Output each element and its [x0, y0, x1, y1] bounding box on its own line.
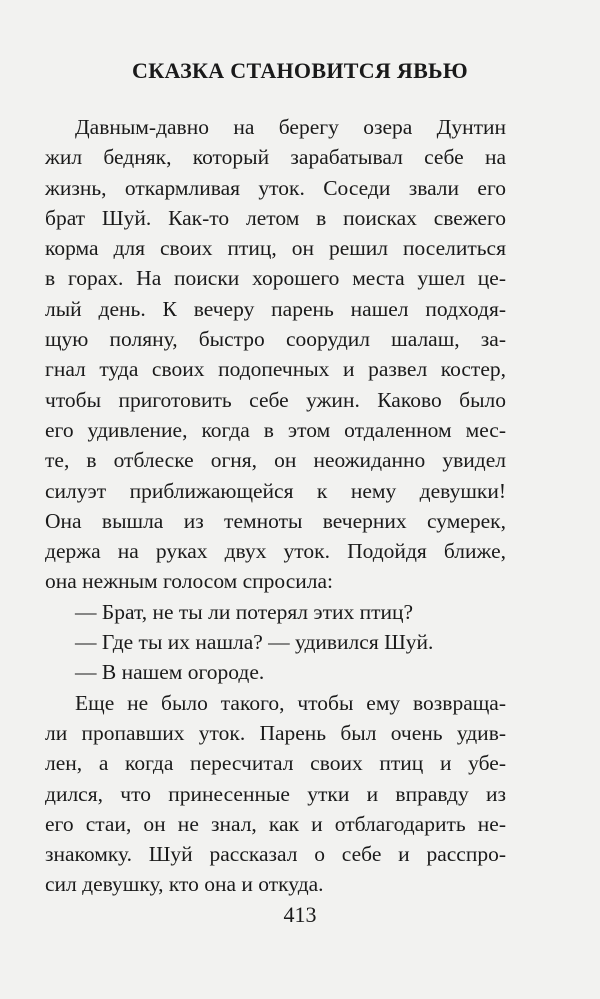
text-line: держа на руках двух уток. Подойдя ближе,: [45, 539, 506, 564]
text-line: жил бедняк, который зарабатывал себе на: [45, 145, 506, 170]
text-line: — Брат, не ты ли потерял этих птиц?: [75, 599, 414, 624]
text-line: знакомку. Шуй рассказал о себе и расспро-: [45, 842, 506, 867]
text-line: жизнь, откармливая уток. Соседи звали его: [45, 175, 506, 200]
text-line: — Где ты их нашла? — удивился Шуй.: [75, 630, 434, 655]
text-line: корма для своих птиц, он решил поселиться: [45, 236, 506, 261]
text-line: Давным-давно на берегу озера Дунтин: [75, 115, 506, 139]
text-line: она нежным голосом спросила:: [45, 569, 334, 594]
text-line: силуэт приближающейся к нему девушки!: [45, 478, 506, 503]
text-line: сил девушку, кто она и откуда.: [45, 872, 324, 897]
text-line: Еще не было такого, чтобы ему возвраща-: [75, 690, 506, 715]
text-line: ли пропавших уток. Парень был очень удив-: [45, 720, 506, 745]
text-line: брат Шуй. Как-то летом в поисках свежего: [45, 205, 506, 230]
text-line: чтобы приготовить себе ужин. Каково было: [45, 387, 506, 412]
text-line: Она вышла из темноты вечерних сумерек,: [45, 508, 506, 533]
text-line: его удивление, когда в этом отдаленном мес-: [45, 417, 506, 442]
page-number: 413: [283, 902, 317, 927]
text-line: его стаи, он не знал, как и отблагодарить не-: [45, 811, 506, 836]
text-line: в горах. На поиски хорошего места ушел це-: [45, 266, 506, 291]
text-line: гнал туда своих подопечных и развел костер,: [45, 357, 506, 382]
text-line: щую поляну, быстро соорудил шалаш, за-: [45, 327, 506, 352]
text-line: лый день. К вечеру парень нашел подходя-: [45, 296, 506, 321]
body-text: [45, 112, 506, 900]
chapter-title: СКАЗКА СТАНОВИТСЯ ЯВЬЮ: [132, 58, 468, 83]
text-line: — В нашем огороде.: [75, 660, 265, 685]
text-line: дился, что принесенные утки и вправду из: [45, 781, 506, 806]
text-line: те, в отблеске огня, он неожиданно увидел: [45, 448, 506, 473]
text-line: лен, а когда пересчитал своих птиц и убе-: [45, 751, 506, 776]
